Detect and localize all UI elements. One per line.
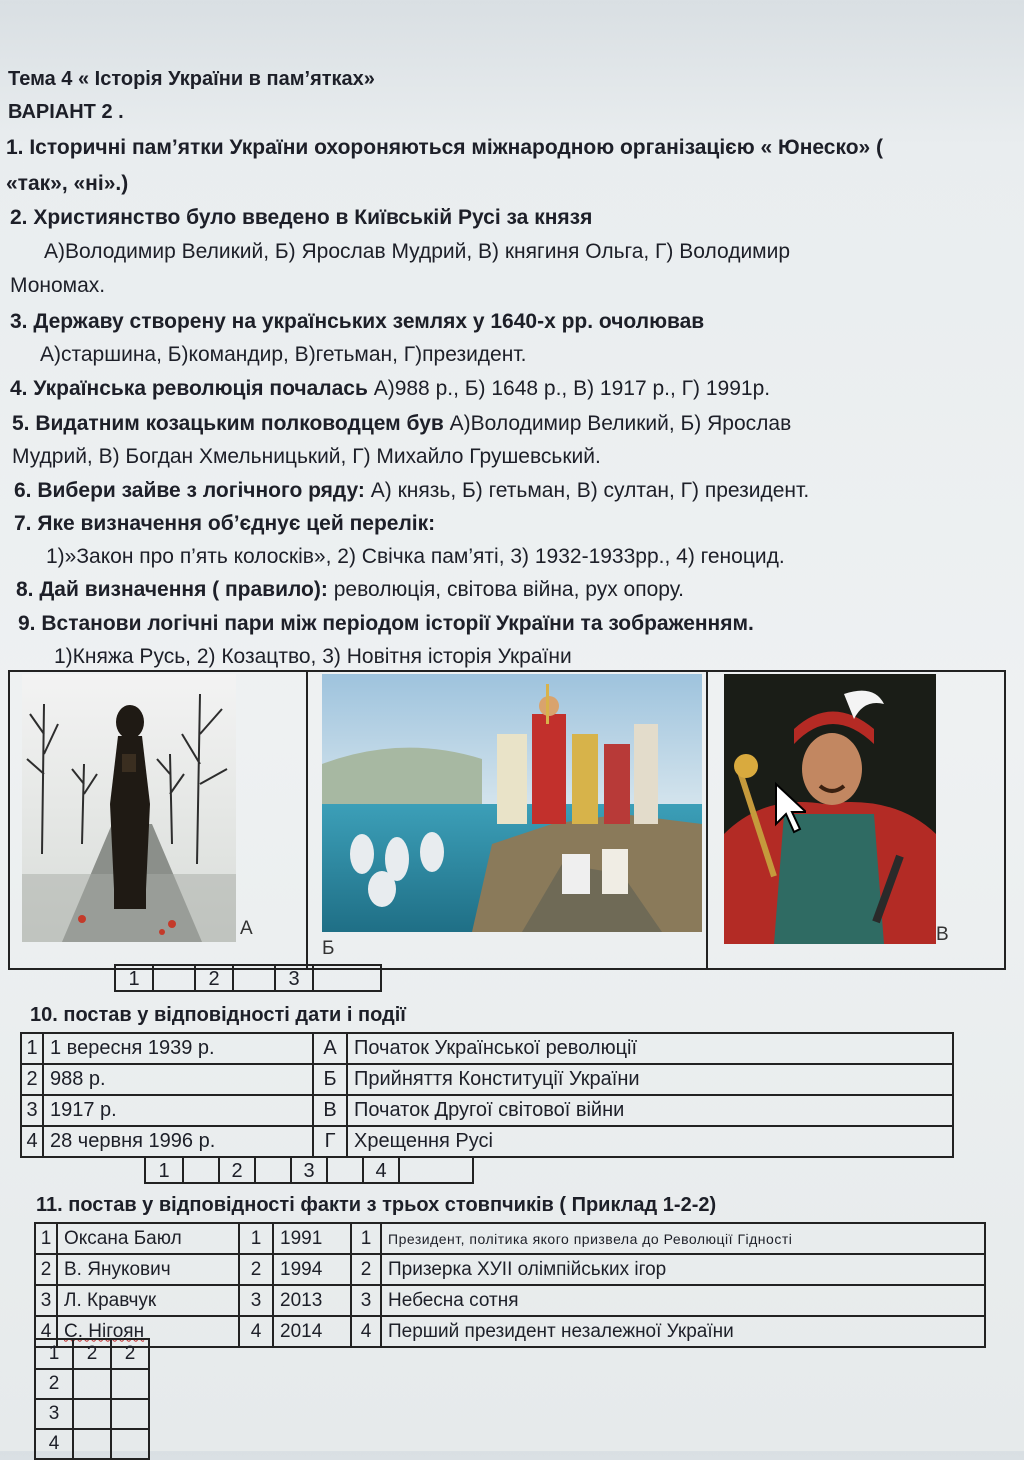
person-cell: Оксана Баюл [57, 1223, 239, 1254]
table-row [21, 1126, 953, 1157]
q10-answer-label: 2 [218, 1156, 256, 1184]
q10-answer-row [146, 1156, 474, 1186]
answer-cell[interactable] [73, 1429, 111, 1459]
image-divider [306, 672, 308, 968]
question-2: 2. Християнство було введено в Київській Русі за князя [10, 206, 593, 229]
q9-answer-label: 1 [114, 964, 154, 992]
question-10-table [20, 1032, 954, 1158]
answer-cell[interactable]: 4 [35, 1429, 73, 1459]
table-row [35, 1254, 985, 1285]
question-10-title: 10. постав у відповідності дати і події [30, 1004, 406, 1026]
question-11-title: 11. постав у відповідності факти з трьох стовпчиків ( Приклад 1-2-2) [36, 1194, 717, 1216]
question-5 [12, 412, 791, 436]
question-5-label: 5. Видатним козацьким полководцем був [12, 412, 444, 435]
person-name: С. Нігоян [64, 1320, 145, 1342]
question-7-options: 1)»Закон про п’ять колосків», 2) Свічка пам’яті, 3) 1932-1933рр., 4) геноцид. [46, 545, 785, 568]
q9-answer-row [116, 964, 382, 994]
table-row [35, 1285, 985, 1316]
date-cell: 1 вересня 1939 р. [43, 1033, 313, 1064]
question-3: 3. Державу створену на українських землях у 1640-х рр. очолював [10, 310, 705, 333]
hetman-portrait-image [724, 674, 936, 944]
row-number: 2 [21, 1064, 43, 1095]
year-number: 4 [239, 1316, 273, 1347]
question-5-options: А)Володимир Великий, Б) Ярослав [443, 412, 792, 435]
fact-cell: Перший президент незалежної України [381, 1316, 985, 1347]
year-number: 2 [239, 1254, 273, 1285]
q10-answer-cell[interactable] [398, 1156, 474, 1184]
q9-answer-label: 2 [194, 964, 234, 992]
answer-cell[interactable] [111, 1429, 149, 1459]
date-cell: 28 червня 1996 р. [43, 1126, 313, 1157]
person-cell: Л. Кравчук [57, 1285, 239, 1316]
question-4-label: 4. Українська революція почалась [10, 377, 368, 400]
fact-cell: Небесна сотня [381, 1285, 985, 1316]
answer-cell[interactable]: 2 [111, 1339, 149, 1369]
question-8-label: 8. Дай визначення ( правило): [16, 578, 328, 601]
answer-cell[interactable] [111, 1369, 149, 1399]
mouse-cursor-icon [766, 776, 806, 836]
question-2-options: А)Володимир Великий, Б) Ярослав Мудрий, В) княгиня Ольга, Г) Володимир [44, 240, 791, 263]
question-5-options-cont: Мудрий, В) Богдан Хмельницький, Г) Михайло Грушевський. [12, 445, 601, 468]
question-4 [10, 377, 770, 401]
answer-cell[interactable] [73, 1399, 111, 1429]
question-2-options-cont: Мономах. [10, 274, 106, 297]
row-number: 1 [35, 1223, 57, 1254]
answer-row [35, 1339, 149, 1369]
question-8-options: революція, світова війна, рух опору. [327, 578, 684, 601]
letter-cell: Г [313, 1126, 347, 1157]
table-row [21, 1033, 953, 1064]
question-1-cont: «так», «ні».) [6, 172, 129, 195]
answer-cell[interactable]: 3 [35, 1399, 73, 1429]
answer-row [35, 1399, 149, 1429]
question-6-options: А) князь, Б) гетьман, В) султан, Г) президент. [364, 479, 810, 502]
question-6-label: 6. Вибери зайве з логічного ряду: [14, 479, 365, 502]
fact-number: 4 [351, 1316, 381, 1347]
images-frame [8, 670, 1006, 970]
year-cell: 2014 [273, 1316, 351, 1347]
image-b-letter: Б [322, 938, 335, 959]
question-11-table [34, 1222, 986, 1348]
fact-number: 3 [351, 1285, 381, 1316]
answer-row [35, 1429, 149, 1459]
event-cell: Початок Другої світової війни [347, 1095, 953, 1126]
question-6 [14, 479, 809, 503]
row-number: 3 [35, 1285, 57, 1316]
q10-answer-cell[interactable] [326, 1156, 364, 1184]
answer-row [35, 1369, 149, 1399]
year-number: 1 [239, 1223, 273, 1254]
letter-cell: В [313, 1095, 347, 1126]
row-number: 2 [35, 1254, 57, 1285]
table-row [35, 1223, 985, 1254]
q10-answer-label: 3 [290, 1156, 328, 1184]
table-row [35, 1316, 985, 1347]
baptism-painting-image [322, 674, 702, 932]
year-number: 3 [239, 1285, 273, 1316]
date-cell: 988 р. [43, 1064, 313, 1095]
letter-cell: Б [313, 1064, 347, 1095]
answer-cell[interactable]: 2 [35, 1369, 73, 1399]
famine-memorial-image [22, 674, 236, 942]
year-cell: 1994 [273, 1254, 351, 1285]
answer-cell[interactable]: 2 [73, 1339, 111, 1369]
q10-answer-label: 1 [144, 1156, 184, 1184]
fact-number: 1 [351, 1223, 381, 1254]
row-number: 3 [21, 1095, 43, 1126]
image-c-letter: В [936, 924, 949, 945]
question-8 [16, 578, 684, 602]
image-divider [706, 672, 708, 968]
answer-cell[interactable]: 1 [35, 1339, 73, 1369]
question-4-options: А)988 р., Б) 1648 р., В) 1917 р., Г) 1991р. [367, 377, 771, 400]
question-7: 7. Яке визначення об’єднує цей перелік: [14, 512, 436, 535]
q10-answer-label: 4 [362, 1156, 400, 1184]
q9-answer-label: 3 [274, 964, 314, 992]
row-number: 4 [35, 1316, 57, 1347]
question-1: 1. Історичні пам’ятки України охороняються міжнародною організацією « Юнеско» ( [6, 136, 884, 159]
question-9: 9. Встанови логічні пари між періодом історії України та зображенням. [18, 612, 754, 635]
letter-cell: А [313, 1033, 347, 1064]
fact-number: 2 [351, 1254, 381, 1285]
question-9-options: 1)Княжа Русь, 2) Козацтво, 3) Новітня історія України [54, 645, 572, 668]
row-number: 4 [21, 1126, 43, 1157]
row-number: 1 [21, 1033, 43, 1064]
answer-cell[interactable] [73, 1369, 111, 1399]
year-cell: 1991 [273, 1223, 351, 1254]
q9-answer-cell[interactable] [152, 964, 196, 992]
q10-answer-cell[interactable] [182, 1156, 220, 1184]
date-cell: 1917 р. [43, 1095, 313, 1126]
fact-cell: Президент, політика якого призвела до Революції Гідності [381, 1223, 985, 1254]
answer-cell[interactable] [111, 1399, 149, 1429]
year-cell: 2013 [273, 1285, 351, 1316]
topic-title: Тема 4 « Історія України в пам’ятках» [8, 68, 375, 90]
fact-cell: Призерка ХУІІ олімпійських ігор [381, 1254, 985, 1285]
question-3-options: А)старшина, Б)командир, В)гетьман, Г)президент. [40, 343, 527, 366]
q11-answer-grid [34, 1338, 150, 1460]
person-cell: В. Янукович [57, 1254, 239, 1285]
q9-answer-cell[interactable] [312, 964, 382, 992]
event-cell: Хрещення Русі [347, 1126, 953, 1157]
variant-label: ВАРІАНТ 2 . [8, 101, 124, 123]
image-a-letter: А [240, 918, 253, 939]
q9-answer-cell[interactable] [232, 964, 276, 992]
q10-answer-cell[interactable] [254, 1156, 292, 1184]
table-row [21, 1095, 953, 1126]
event-cell: Прийняття Конституції України [347, 1064, 953, 1095]
table-row [21, 1064, 953, 1095]
event-cell: Початок Української революції [347, 1033, 953, 1064]
